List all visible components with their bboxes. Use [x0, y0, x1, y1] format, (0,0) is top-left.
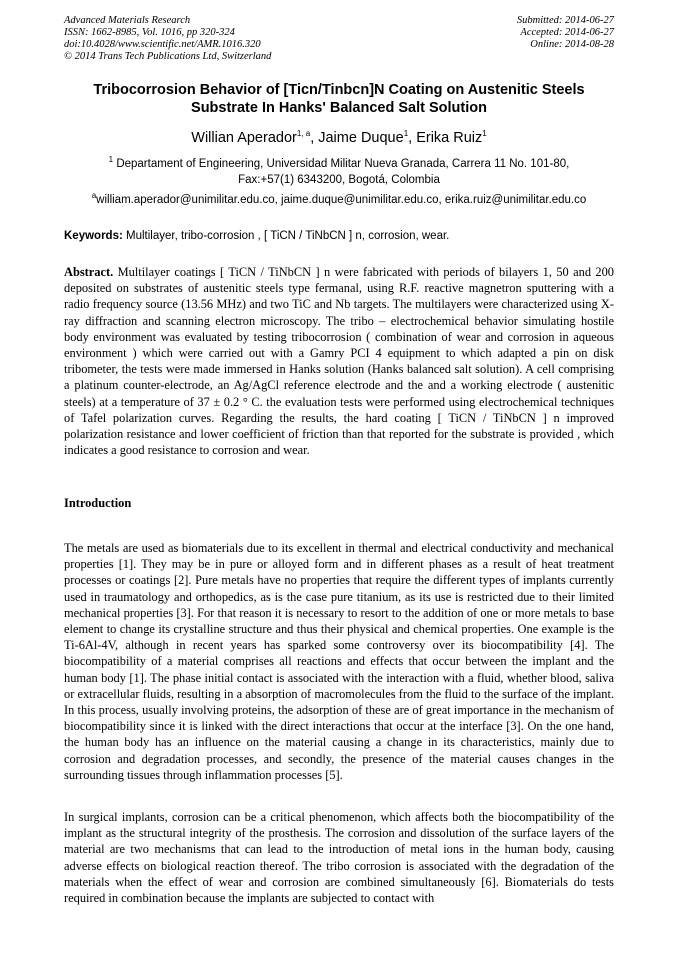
title-line-1: Tribocorrosion Behavior of [Ticn/Tinbcn]N Coating on Austenitic Steels — [93, 82, 585, 98]
affiliation-line-2: Fax:+57(1) 6343200, Bogotá, Colombia — [238, 173, 440, 186]
author-2-affiliation-mark: 1 — [403, 129, 409, 139]
affiliation-text: Departament of Engineering, Universidad Militar Nueva Granada, Carrera 11 No. 101-80, — [113, 158, 570, 170]
keywords-text: Multilayer, tribo-corrosion , [ TiCN / TiNbCN ] n, corrosion, wear. — [122, 230, 450, 242]
introduction-paragraph-1: The metals are used as biomaterials due to its excellent in thermal and electrical conductivity and mechanical properties [1]. They may be in pure or alloyed form and in different phases as a result of heat treatment processes or coatings [2]. Pure metals have no properties that require the different types of implants currently used in traumatology and orthopedics, as is the case pure titanium, as its use is restricted due to their limited mechanical properties [3]. For that reason it is necessary to resort to the addition of one or more metals to base element to change its crystalline structure and thus their physical and chemical properties. One example is the Ti-6Al-4V, although in recent years has sparked some controversy over its biocompatibility [4]. The biocompatibility of a material comprises all reactions and effects that occur between the implant and the human body [1]. The phase initial contact is associated with the interaction with a fluid, whether blood, saliva or extracellular fluids, resulting in a absorption of macromolecules from the fluid to the surface of the implant. In this process, usually involving proteins, the adsorption of these are of great importance in the mechanism of biocompatibility since it is linked with the direct interactions that occur at the interface [3]. On the one hand, the human body has an influence on the material causing a change in its characteristics, mainly due to corrosion and degradation processes, and secondly, the presence of the material causes changes in the surrounding tissues through inflammation processes [5]. — [64, 541, 614, 782]
title-line-2: Substrate In Hanks' Balanced Salt Solution — [191, 100, 487, 116]
paper-title — [50, 81, 628, 117]
email-addresses[interactable]: william.aperador@unimilitar.edu.co, jaime.duque@unimilitar.edu.co, erika.ruiz@unimilitar.edu.co — [96, 194, 587, 206]
abstract-label: Abstract. — [64, 265, 114, 279]
introduction-heading: Introduction — [64, 496, 132, 510]
abstract-paragraph — [64, 264, 614, 458]
author-3-affiliation-mark: 1 — [482, 129, 487, 139]
abstract-text: Multilayer coatings [ TiCN / TiNbCN ] n were fabricated with periods of bilayers 1, 50 and 200 deposited on substrates of austenitic steels type fermanal, using R.F. reactive magnetron sputtering with a radio frequency source (13.56 MHz) and two TiC and Nb targets. The multilayers were characterized using X-ray diffraction and scanning electron microscopy. The tribo – electrochemical behavior simulating hostile body environment was evaluated by testing tribocorrosion ( combination of wear and corrosion in aqueous environment ) which were carried out with a Gamry PCI 4 equipment to which adapted a pin on disk tribometer, the tests were made immersed in Hanks solution (Hanks balanced salt solution). A cell comprising a platinum counter-electrode, an Ag/AgCl reference electrode and the and a working electrode ( austenitic steels) at a temperature of 37 ± 0.2 ° C. the evaluation tests were performed using electrochemical techniques of Tafel polarization curves. Regarding the results, the hard coating [ TiCN / TiNbCN ] n improved polarization resistance and lower coefficient of friction than that reported for the substrate is provided , which indicates a good resistance to corrosion and wear. — [64, 265, 614, 458]
affiliation-mark: 1 — [108, 155, 114, 165]
journal-name: Advanced Materials Research — [64, 15, 191, 26]
affiliation — [60, 157, 618, 188]
accepted-date: Accepted: 2014-06-27 — [520, 27, 614, 38]
email-line — [40, 193, 638, 208]
author-3-name: , Erika Ruiz — [408, 130, 483, 146]
keywords-label: Keywords: — [64, 230, 123, 242]
keywords — [64, 229, 624, 244]
dates-header — [517, 15, 614, 51]
author-1-name: Willian Aperador — [191, 130, 297, 146]
author-2-name: , Jaime Duque — [310, 130, 404, 146]
issn-line: ISSN: 1662-8985, Vol. 1016, pp 320-324 — [64, 27, 235, 38]
journal-header — [64, 15, 271, 63]
copyright-line: © 2014 Trans Tech Publications Ltd, Switzerland — [64, 51, 272, 62]
introduction-paragraph-2: In surgical implants, corrosion can be a critical phenomenon, which affects both the biocompatibility of the implant as the structural integrity of the prosthesis. The corrosion and dissolution of the surface layers of the material are two mechanisms that can lead to the introduction of metal ions in the human body, causing adverse effects on biological reaction thereof. The tribo corrosion is associated with the degradation of the materials when the effect of wear and corrosion are combined simultaneously [6]. Biomaterials do tests required in combination because the implants are subjected to contact with — [64, 810, 614, 906]
doi-line[interactable]: doi:10.4028/www.scientific.net/AMR.1016.320 — [64, 39, 261, 50]
online-date: Online: 2014-08-28 — [530, 39, 614, 50]
affiliation-line-1 — [60, 157, 618, 173]
email-mark: a — [91, 191, 97, 201]
author-list — [40, 129, 638, 147]
author-1-affiliation-mark: 1, a — [296, 129, 311, 139]
submitted-date: Submitted: 2014-06-27 — [516, 15, 614, 26]
